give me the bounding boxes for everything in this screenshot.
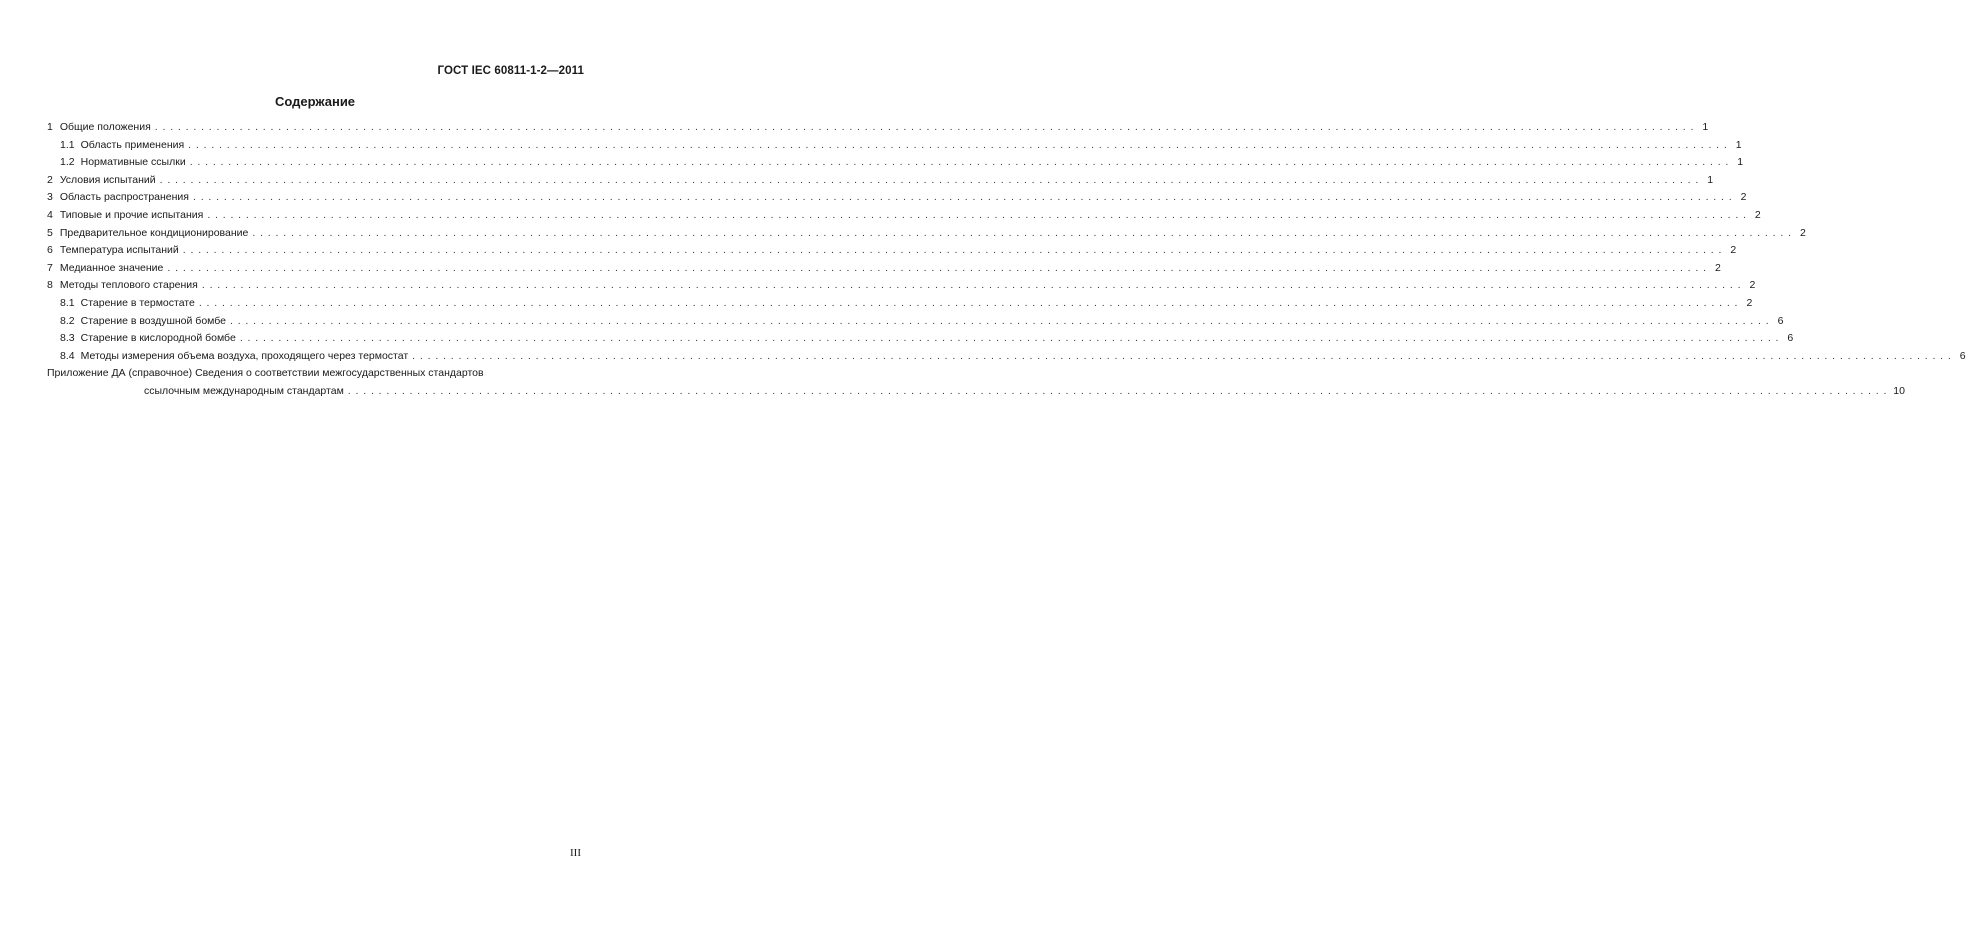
dot-leader: ........................................................................................................................................................................................................: [188, 138, 1732, 151]
toc-entry[interactable]: [47, 121, 1709, 139]
toc-entry-label: Область распространения: [59, 191, 189, 204]
dot-leader: ........................................................................................................................................................................................................: [412, 349, 1956, 362]
toc-entry-number: 7: [47, 261, 53, 274]
toc-entry-label: Нормативные ссылки: [80, 156, 186, 169]
toc-entry-number: 2: [47, 173, 53, 186]
table-of-contents: [47, 121, 1966, 403]
appendix-page-number: 10: [1893, 384, 1905, 397]
toc-entry-page-number: 1: [1707, 173, 1714, 186]
toc-entry-number: 8: [47, 279, 53, 292]
toc-entry-number: 8.1: [60, 296, 75, 309]
toc-entry-page-number: 2: [1749, 279, 1756, 292]
toc-entry-label: Температура испытаний: [59, 244, 179, 257]
toc-entry-page-number: 1: [1737, 156, 1744, 169]
toc-appendix[interactable]: [47, 367, 1905, 402]
toc-entry[interactable]: [47, 349, 1966, 368]
toc-entry-page-number: 6: [1959, 349, 1966, 362]
toc-entry[interactable]: [47, 244, 1737, 262]
toc-entry-label: Предварительное кондиционирование: [59, 226, 249, 239]
toc-entry[interactable]: [47, 208, 1761, 227]
dot-leader: ........................................................................................................................................................................................................: [159, 173, 1704, 186]
toc-entry-number: 3: [47, 191, 53, 204]
dot-leader: ........................................................................................................................................................................................................: [207, 208, 1751, 221]
toc-entry-page-number: 1: [1702, 121, 1709, 133]
toc-entry-number: 6: [47, 244, 53, 257]
toc-entry-page-number: 1: [1735, 138, 1742, 151]
toc-entry-number: 8.4: [60, 349, 75, 362]
toc-entry-number: 1.2: [60, 156, 75, 169]
toc-entry[interactable]: [47, 173, 1714, 192]
toc-entry-label: Типовые и прочие испытания: [59, 208, 204, 221]
toc-entry[interactable]: [47, 296, 1753, 315]
dot-leader: ........................................................................................................................................................................................................: [182, 244, 1727, 257]
dot-leader: ........................................................................................................................................................................................................: [239, 332, 1784, 345]
toc-entry-label: Старение в кислородной бомбе: [80, 332, 236, 345]
dot-leader: ........................................................................................................................................................................................................: [193, 191, 1737, 204]
toc-entry-page-number: 2: [1740, 191, 1747, 204]
toc-entry[interactable]: [47, 279, 1756, 297]
toc-entry-number: 4: [47, 208, 53, 221]
appendix-label-continued: ссылочным международным стандартам: [144, 384, 344, 397]
toc-entry-label: Общие положения: [59, 121, 151, 133]
toc-entry[interactable]: [47, 226, 1806, 245]
dot-leader: ........................................................................................................................................................................................................: [201, 279, 1746, 292]
dot-leader: ........................................................................................................................................................................................................: [189, 156, 1734, 169]
toc-entry-page-number: 6: [1787, 332, 1794, 345]
toc-entry-page-number: 2: [1730, 244, 1737, 257]
dot-leader: ........................................................................................................................................................................................................: [198, 296, 1743, 309]
toc-entry-number: 8.2: [60, 314, 75, 327]
toc-title: Содержание: [274, 94, 356, 109]
toc-entry-page-number: 6: [1777, 314, 1784, 327]
toc-entry-label: Область применения: [80, 138, 185, 151]
document-code: ГОСТ IEC 60811-1-2—2011: [437, 65, 584, 77]
toc-entry-label: Старение в воздушной бомбе: [80, 314, 226, 327]
appendix-continuation: [47, 384, 1905, 403]
toc-entry-label: Старение в термостате: [80, 296, 195, 309]
toc-entry-label: Условия испытаний: [59, 173, 156, 186]
toc-entry-label: Методы теплового старения: [59, 279, 198, 292]
toc-entry[interactable]: [47, 261, 1721, 280]
dot-leader: ........................................................................................................................................................................................................: [230, 314, 1774, 327]
toc-entry[interactable]: [47, 156, 1744, 174]
dot-leader: ........................................................................................................................................................................................................: [347, 384, 1892, 397]
appendix-title: Приложение ДА (справочное) Сведения о соответствии межгосударственных стандартов: [47, 367, 484, 380]
toc-entry-page-number: 2: [1715, 261, 1721, 274]
toc-entry[interactable]: [47, 138, 1742, 157]
toc-entry-page-number: 2: [1746, 296, 1753, 309]
toc-entry-number: 1.1: [60, 138, 75, 151]
dot-leader: ........................................................................................................................................................................................................: [252, 226, 1796, 239]
toc-entry[interactable]: [47, 191, 1747, 209]
toc-entry-page-number: 2: [1799, 226, 1806, 239]
toc-entry[interactable]: [47, 314, 1784, 333]
toc-entry-number: 5: [47, 226, 53, 239]
dot-leader: ........................................................................................................................................................................................................: [154, 121, 1699, 133]
toc-entry[interactable]: [47, 332, 1794, 350]
toc-entry-label: Медианное значение: [59, 261, 164, 274]
toc-entry-page-number: 2: [1754, 208, 1761, 221]
dot-leader: ........................................................................................................................................................................................................: [167, 261, 1711, 274]
toc-entry-label: Методы измерения объема воздуха, проходящего через термостат: [80, 349, 409, 362]
toc-entry-number: 8.3: [60, 332, 75, 345]
toc-entries: [47, 121, 1966, 367]
page-number: III: [570, 847, 581, 859]
toc-entry-number: 1: [47, 121, 53, 133]
